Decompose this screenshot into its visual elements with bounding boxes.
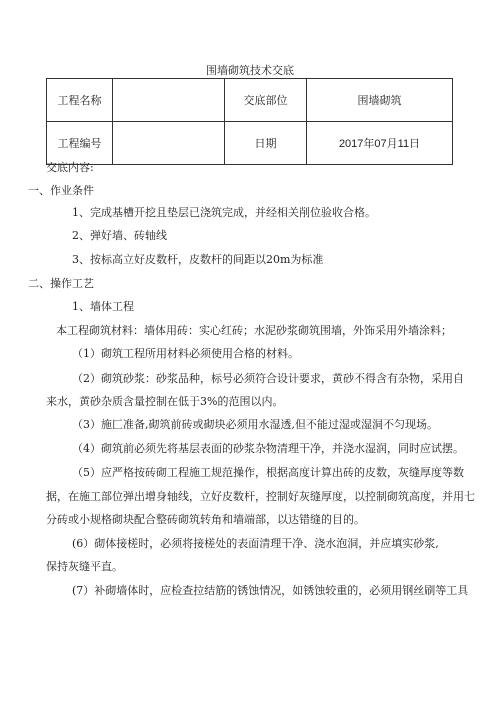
intro-label: 交底内容: [46,161,94,174]
project-info-table [46,78,453,165]
paragraph-line: (7）补砌墙体时，应检查拉结筋的锈蚀情况，如锈蚀较重的，必须用钢丝刷等工具 [72,584,469,597]
table-row [47,79,453,122]
date-label: 日期 [225,122,307,165]
table-row [47,122,453,165]
sub-heading: 1、墙体工程 [72,300,134,313]
handover-part-value: 围墙砌筑 [307,79,453,122]
handover-part-label: 交底部位 [225,79,307,122]
project-number-label: 工程编号 [47,122,113,165]
date-value: 2017年07月11日 [307,122,453,165]
project-name-label: 工程名称 [47,79,113,122]
paragraph-line: 保持灰缝平直。 [46,560,123,573]
paragraph-line: 据，在施工部位弹出增身轴线，立好皮数杆，控制好灰缝厚度，以控制砌筑高度，并用七 [46,490,475,503]
section-heading: 一、作业条件 [28,184,94,197]
list-item: 2、弹好墙、砖轴线 [72,229,167,242]
paragraph-line: （5）应严格按砖砌工程施工规范操作，根据高度计算出砖的皮数，灰缝厚度等数 [72,466,464,479]
list-item: 1、完成基槽开挖且垫层已浇筑完成，并经相关削位验收合格。 [72,206,376,219]
paragraph-line: (6）砌体接槎时，必须将接槎处的表面清理干净、浇水泡洞，并应填实砂浆, [72,537,439,550]
list-item: 3、按标高立好皮数杆，皮数杆的间距以20m为标准 [72,253,324,266]
paragraph-line: 来水，黄砂杂质含量控制在低于3%的范围以内。 [46,395,284,408]
paragraph-line: （3）施匚准备,砌筑前砖或砌块必须用水湿透,但不能过湿或湿洞不匀现场。 [72,418,438,431]
section-heading: 二、操作工艺 [28,277,94,290]
project-number-value [113,122,225,165]
paragraph-line: 分砖或小规格砌块配合整砖砌筑转角和墙端部，以达错缝的目的。 [46,513,365,526]
paragraph-line: 本工程砌筑材料：墙体用砖：实心红砖；水泥砂浆砌筑围墙，外饰采用外墙涂料； [56,324,452,337]
paragraph-line: （1）砌筑工程所用材料必须使用合格的材料。 [72,347,299,360]
paragraph-line: （4）砌筑前必须先将基层表面的砂浆杂物清理干净，并浇水湿润，同时应试摆。 [72,442,464,455]
paragraph-line: （2）砌筑砂浆：砂浆品种，标号必须符合设计要求，黄砂不得含有杂物，采用自 [72,372,464,385]
document-title: 围墙砌筑技术交底 [206,64,294,77]
project-name-value [113,79,225,122]
